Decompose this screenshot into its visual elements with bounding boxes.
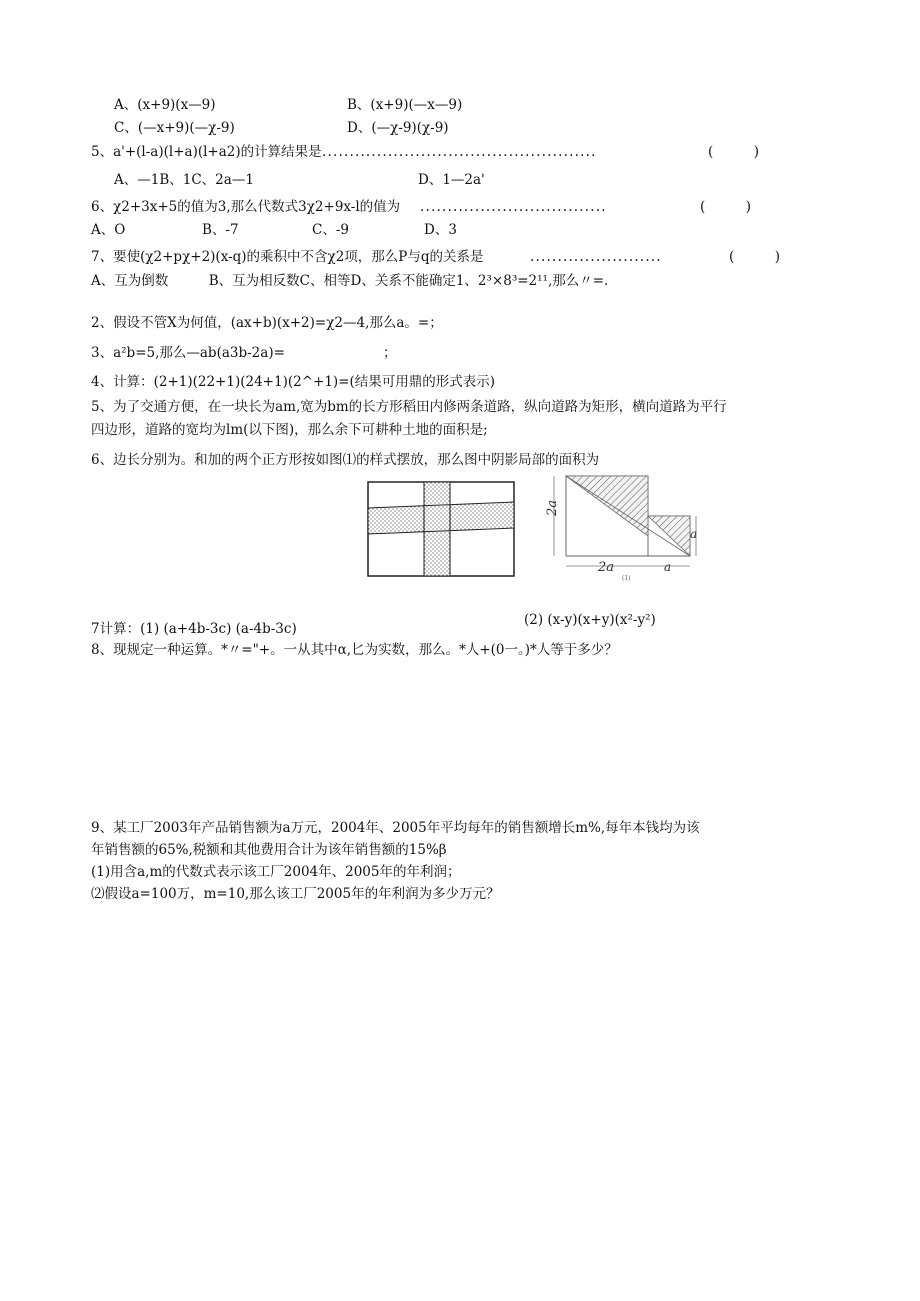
- fill-item-2: 2、假设不管X为何值，(ax+b)(x+2)=χ2—4,那么a。=；: [91, 315, 443, 331]
- q7-stem: 7、要使(χ2+pχ+2)(x-q)的乘积中不含χ2项，那么P与q的关系是: [91, 249, 484, 265]
- fill-item-4: 4、计算：(2+1)(22+1)(24+1)(2^+1)=(结果可用鼎的形式表示): [91, 374, 496, 390]
- q5-options-abc: A、—1B、1C、2a—1: [114, 172, 254, 188]
- q6-option-a: A、O: [91, 222, 126, 238]
- label-bottom-2a: 2a: [598, 560, 615, 575]
- calc-part-2: (2) (x-y)(x+y)(x²-y²): [524, 612, 656, 628]
- fill-item-3-end: ；: [383, 345, 397, 361]
- q7-answer-paren: ( ): [729, 249, 781, 265]
- label-left-2a: 2a: [545, 499, 560, 516]
- field-roads-figure: [366, 478, 516, 578]
- q5-stem: 5、a'+(l-a)(l+a)(l+a2)的计算结果是: [91, 144, 322, 160]
- q6-answer-paren: ( ): [700, 199, 752, 215]
- q9-line-2: 年销售额的65%,税额和其他费用合计为该年销售额的15%β: [91, 842, 447, 858]
- item-8: 8、现规定一种运算。*〃="+。一从其中α,匕为实数，那么。*人+(0一。)*人等于多少？: [91, 642, 618, 658]
- q9-line-1: 9、某工厂2003年产品销售额为a万元，2004年、2005年平均每年的销售额增长m%,每年本钱均为该: [91, 820, 700, 836]
- q6-option-b: B、-7: [202, 222, 239, 238]
- q5-answer-paren: ( ): [708, 144, 760, 160]
- q6-dots: ..................................: [420, 199, 607, 215]
- q4-option-d: D、(—χ-9)(χ-9): [347, 120, 449, 136]
- q5-option-d: D、1—2a': [418, 172, 485, 188]
- q6-option-d: D、3: [424, 222, 457, 238]
- fill-item-3: 3、a²b=5,那么—ab(a3b-2a)=: [91, 345, 285, 361]
- fill-item-6: 6、边长分别为。和加的两个正方形按如图⑴的样式摆放，那么图中阴影局部的面积为: [91, 452, 600, 468]
- q4-option-c: C、(—x+9)(—χ-9): [114, 120, 235, 136]
- q9-line-3: (1)用含a,m的代数式表示该工厂2004年、2005年的年利润；: [91, 864, 461, 880]
- q4-option-a: A、(x+9)(x—9): [114, 97, 216, 113]
- slanted-road: [368, 502, 514, 534]
- fill-item-5-line1: 5、为了交通方便，在一块长为am,宽为bm的长方形稻田内修两条道路，纵向道路为矩形，横向道路为平行: [91, 399, 727, 415]
- q6-stem: 6、χ2+3x+5的值为3,那么代数式3χ2+9x-l的值为: [91, 199, 401, 215]
- label-bottom-a: a: [664, 560, 672, 574]
- label-right-a: a: [690, 527, 698, 541]
- q7-dots: ........................: [530, 249, 662, 265]
- fill-item-5-line2: 四边形，道路的宽均为lm(以下图)，那么余下可耕种土地的面积是;: [91, 422, 488, 438]
- q4-option-b: B、(x+9)(—x—9): [347, 97, 463, 113]
- figure-caption: (1): [622, 575, 631, 582]
- q7-options: A、互为倒数 B、互为相反数C、相等D、关系不能确定1、2³×8³=2¹¹,那么〃=.: [91, 273, 609, 289]
- q6-option-c: C、-9: [312, 222, 349, 238]
- calc-part-1: 7计算：(1) (a+4b-3c) (a-4b-3c): [91, 621, 297, 637]
- q5-dots: ..................................................: [322, 144, 597, 160]
- two-squares-figure: [544, 472, 700, 584]
- q9-line-4: ⑵假设a=100万，m=10,那么该工厂2005年的年利润为多少万元？: [91, 886, 500, 902]
